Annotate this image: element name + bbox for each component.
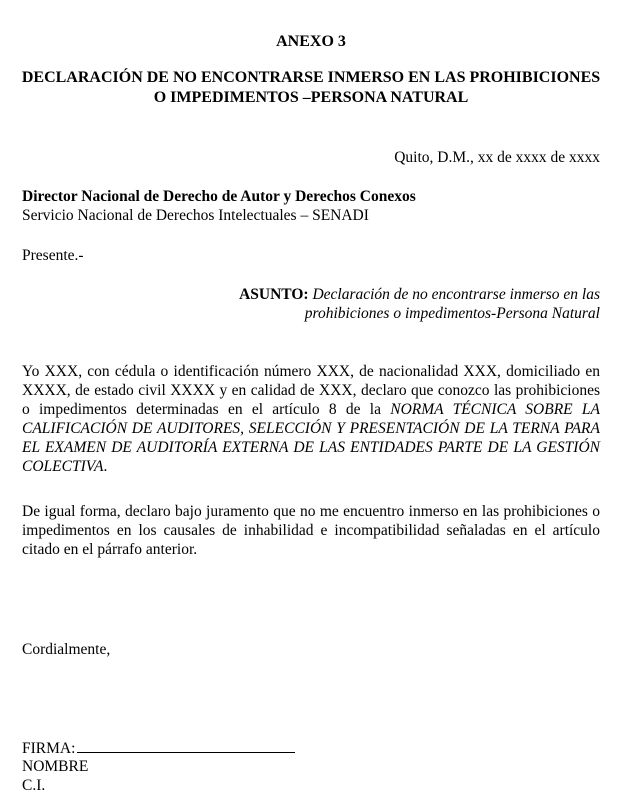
norm-title: NORMA TÉCNICA SOBRE LA CALIFICACIÓN DE AUDITORES, SELECCIÓN Y PRESENTACIÓN DE LA TERNA PARA EL EXAMEN DE AUDITORÍA EXTERNA DE LAS ENTIDADES PARTE DE LA GESTIÓN COLECTIVA <box>22 401 600 475</box>
declaration-text: Yo XXX, con cédula o identificación número XXX, de nacionalidad XXX, domiciliado en XXXX, de estado civil XXXX y en calidad de XXX, declaro que conozco las prohibiciones o impedimentos determinadas en el artículo 8 de la <box>22 363 600 418</box>
declaration-end: . <box>103 458 108 475</box>
signature-underline <box>77 738 295 753</box>
id-label: C.I. <box>22 777 46 794</box>
greeting: Presente.- <box>22 247 84 264</box>
subject-block <box>180 285 600 323</box>
subject-text: Declaración de no encontrarse inmerso en las prohibiciones o impedimentos-Persona Natural <box>304 286 600 322</box>
recipient-name: Director Nacional de Derecho de Autor y Derechos Conexos <box>22 188 416 205</box>
annex-heading: ANEXO 3 <box>276 33 346 50</box>
signature-line <box>22 738 295 758</box>
declaration-paragraph <box>22 362 600 476</box>
place-date: Quito, D.M., xx de xxxx de xxxx <box>394 149 600 166</box>
recipient-block <box>22 187 416 225</box>
document-title: DECLARACIÓN DE NO ENCONTRARSE INMERSO EN LAS PROHIBICIONES O IMPEDIMENTOS –PERSONA NATURAL <box>21 69 601 106</box>
recipient-org: Servicio Nacional de Derechos Intelectuales – SENADI <box>22 207 369 224</box>
subject-label: ASUNTO: <box>239 286 309 303</box>
closing: Cordialmente, <box>22 641 111 658</box>
signature-label: FIRMA: <box>22 740 76 757</box>
oath-paragraph: De igual forma, declaro bajo juramento que no me encuentro inmerso en las prohibiciones o impedimentos en los causales de inhabilidad e incompatibilidad señaladas en el artículo citado en el párrafo anterior. <box>22 503 600 558</box>
name-label: NOMBRE <box>22 758 89 775</box>
